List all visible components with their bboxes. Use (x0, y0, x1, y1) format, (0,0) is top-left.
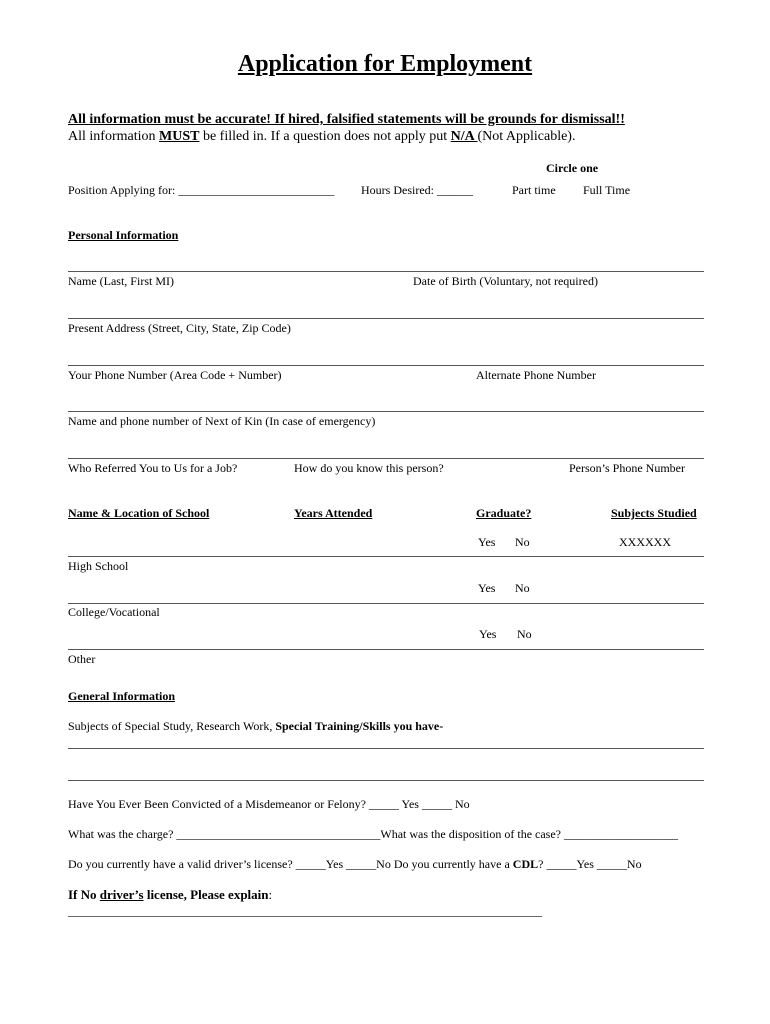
fill-in-instructions (68, 128, 575, 145)
address-label: Present Address (Street, City, State, Zip Code) (68, 321, 291, 335)
charge-question[interactable]: What was the charge? __________________________________What was the disposition of the case? ___________________ (68, 827, 679, 841)
special-study-label (68, 719, 443, 733)
college-yes-option[interactable]: Yes (478, 581, 496, 595)
conviction-question[interactable]: Have You Ever Been Convicted of a Misdemeanor or Felony? _____ Yes _____ No (68, 797, 470, 811)
special-study-line-1[interactable] (68, 748, 704, 749)
other-no-option[interactable]: No (517, 627, 532, 641)
special-study-text: Subjects of Special Study, Research Work, (68, 719, 276, 733)
special-study-line-2[interactable] (68, 780, 704, 781)
hs-line[interactable] (68, 556, 704, 557)
years-header: Years Attended (294, 506, 373, 520)
license-question[interactable] (68, 857, 642, 871)
hs-subjects-value: XXXXXX (619, 535, 671, 549)
full-time-option[interactable]: Full Time (583, 183, 631, 197)
explain-text: license, Please explain (143, 887, 269, 902)
explain-line[interactable]: _______________________________________________________________________________ (68, 904, 542, 918)
circle-one-label: Circle one (546, 161, 599, 175)
page-title: Application for Employment (237, 51, 533, 77)
license-text: Do you currently have a valid driver’s license? _____Yes _____No Do you currently have a (68, 857, 513, 871)
know-person-label: How do you know this person? (294, 461, 444, 475)
referred-label: Who Referred You to Us for a Job? (68, 461, 238, 475)
school-header: Name & Location of School (68, 506, 210, 520)
explain-text: If No (68, 887, 100, 902)
hs-no-option[interactable]: No (515, 535, 530, 549)
instructions-text: All information (68, 129, 159, 144)
referral-line[interactable] (68, 458, 704, 459)
college-no-option[interactable]: No (515, 581, 530, 595)
part-time-option[interactable]: Part time (512, 183, 556, 197)
graduate-header: Graduate? (476, 506, 532, 520)
explain-label (68, 887, 272, 902)
phone-line[interactable] (68, 365, 704, 366)
drivers-emphasis: driver’s (99, 887, 144, 902)
other-line[interactable] (68, 649, 704, 650)
cdl-text: ? _____Yes _____No (538, 857, 642, 871)
alt-phone-label: Alternate Phone Number (476, 368, 596, 382)
college-label: College/Vocational (68, 605, 160, 619)
special-training-text: Special Training/Skills you have- (275, 719, 444, 733)
position-field[interactable]: Position Applying for: __________________________ (68, 183, 335, 197)
name-label: Name (Last, First MI) (68, 274, 174, 288)
general-info-heading: General Information (68, 689, 175, 703)
accuracy-warning: All information must be accurate! If hired, falsified statements will be grounds for dismissal!! (68, 112, 625, 127)
phone-label: Your Phone Number (Area Code + Number) (68, 368, 282, 382)
instructions-text: be filled in. If a question does not apply put (199, 129, 451, 144)
high-school-label: High School (68, 559, 129, 573)
dob-label: Date of Birth (Voluntary, not required) (413, 274, 598, 288)
address-line[interactable] (68, 318, 704, 319)
hs-yes-option[interactable]: Yes (478, 535, 496, 549)
na-emphasis: N/A (450, 129, 478, 144)
person-phone-label: Person’s Phone Number (569, 461, 685, 475)
personal-info-heading: Personal Information (68, 228, 179, 242)
hours-desired-field[interactable]: Hours Desired: ______ (361, 183, 473, 197)
cdl-emphasis: CDL (512, 857, 539, 871)
kin-line[interactable] (68, 411, 704, 412)
subjects-header: Subjects Studied (611, 506, 697, 520)
must-emphasis: MUST (159, 129, 200, 144)
other-yes-option[interactable]: Yes (479, 627, 497, 641)
other-label: Other (68, 652, 96, 666)
instructions-text: (Not Applicable). (477, 129, 576, 144)
college-line[interactable] (68, 603, 704, 604)
explain-colon: : (268, 887, 273, 902)
name-line[interactable] (68, 271, 704, 272)
kin-label: Name and phone number of Next of Kin (In case of emergency) (68, 414, 376, 428)
